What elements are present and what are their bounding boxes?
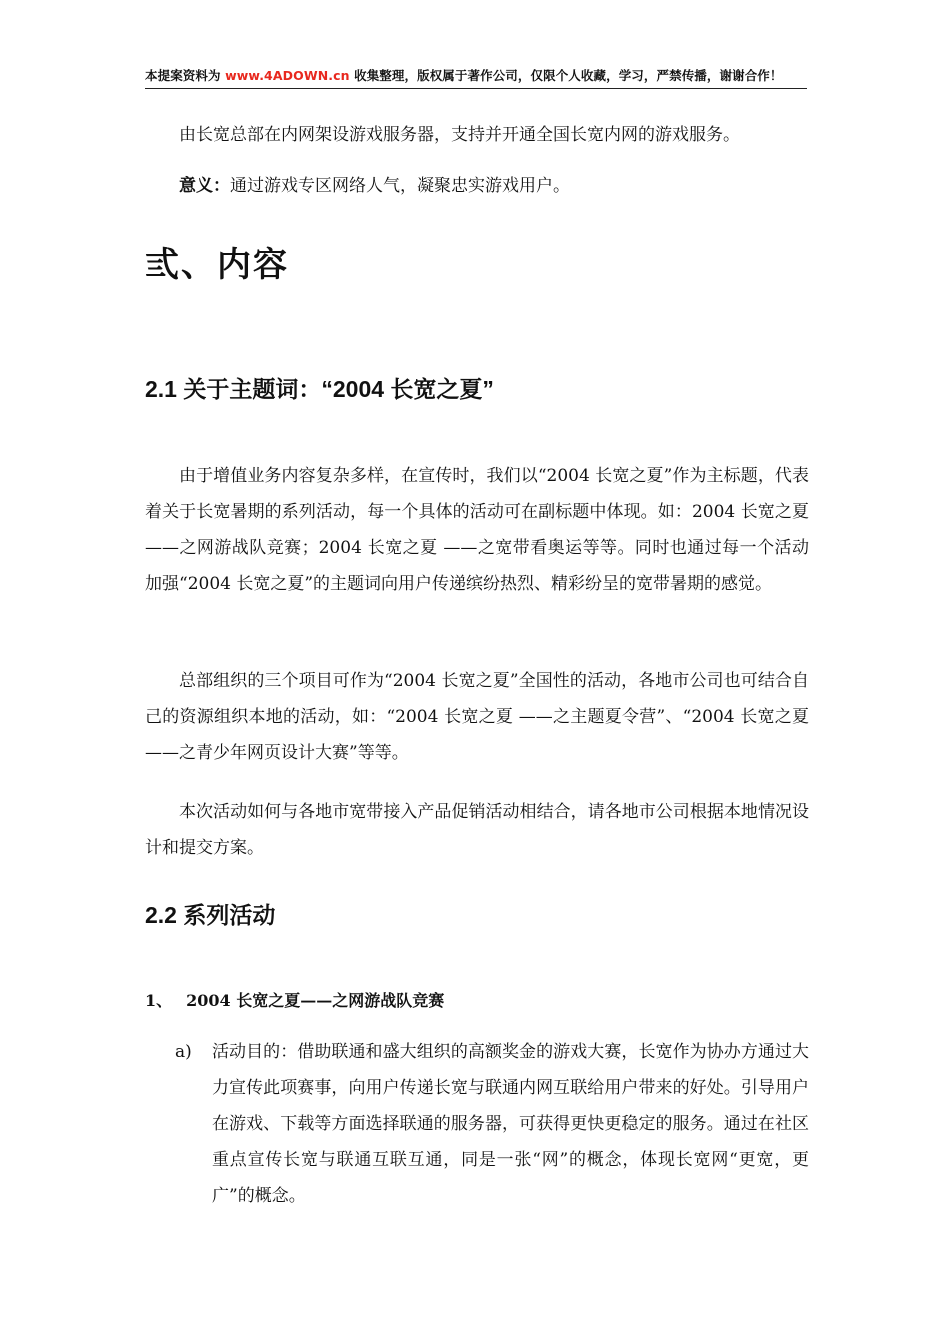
subsection-heading-2-1: 2.1 关于主题词：“2004 长宽之夏” xyxy=(145,376,494,402)
paragraph-theme-intro: 由于增值业务内容复杂多样，在宣传时，我们以“2004 长宽之夏”作为主标题，代表着关于长宽暑期的系列活动，每一个具体的活动可在副标题中体现。如：2004 长宽之夏 ——之网游战队竞赛；2004 长宽之夏 ——之宽带看奥运等等。同时也通过每一个活动加强“2004 长宽之夏”的主题词向用户传递缤纷热烈、精彩纷呈的宽带暑期的感觉。 xyxy=(145,466,809,594)
activity-heading-1 xyxy=(145,988,444,1011)
subsection-heading-2-2: 2.2 系列活动 xyxy=(145,902,276,928)
header-suffix: 收集整理，版权属于著作公司，仅限个人收藏，学习，严禁传播，谢谢合作！ xyxy=(349,68,783,83)
page-header-notice xyxy=(145,66,807,84)
list-marker: a) xyxy=(175,1042,192,1062)
intro-paragraph: 由长宽总部在内网架设游戏服务器，支持并开通全国长宽内网的游戏服务。 xyxy=(179,125,740,145)
section-heading: 弎、内容 xyxy=(145,245,289,285)
activity-title: 2004 长宽之夏——之网游战队竞赛 xyxy=(186,991,445,1010)
header-prefix: 本提案资料为 xyxy=(145,68,226,83)
meaning-text: 通过游戏专区网络人气，凝聚忠实游戏用户。 xyxy=(230,176,570,196)
header-divider xyxy=(145,88,807,89)
paragraph-national-activities: 总部组织的三个项目可作为“2004 长宽之夏”全国性的活动，各地市公司也可结合自己的资源组织本地的活动，如：“2004 长宽之夏 ——之主题夏令营”、“2004 长宽之夏 ——之青少年网页设计大赛”等等。 xyxy=(145,671,809,763)
meaning-paragraph xyxy=(145,168,809,204)
header-site-link[interactable]: www.4ADOWN.cn xyxy=(225,68,350,83)
list-item-text: 活动目的：借助联通和盛大组织的高额奖金的游戏大赛，长宽作为协办方通过大力宣传此项赛事，向用户传递长宽与联通内网互联给用户带来的好处。引导用户在游戏、下载等方面选择联通的服务器，可获得更快更稳定的服务。通过在社区重点宣传长宽与联通互联互通，同是一张“网”的概念，体现长宽网“更宽，更广”的概念。 xyxy=(212,1042,809,1206)
activity-number: 1、 xyxy=(145,991,173,1010)
paragraph-local-promotion: 本次活动如何与各地市宽带接入产品促销活动相结合，请各地市公司根据本地情况设计和提交方案。 xyxy=(145,802,809,858)
meaning-label: 意义： xyxy=(179,176,230,196)
list-item xyxy=(175,1034,809,1214)
